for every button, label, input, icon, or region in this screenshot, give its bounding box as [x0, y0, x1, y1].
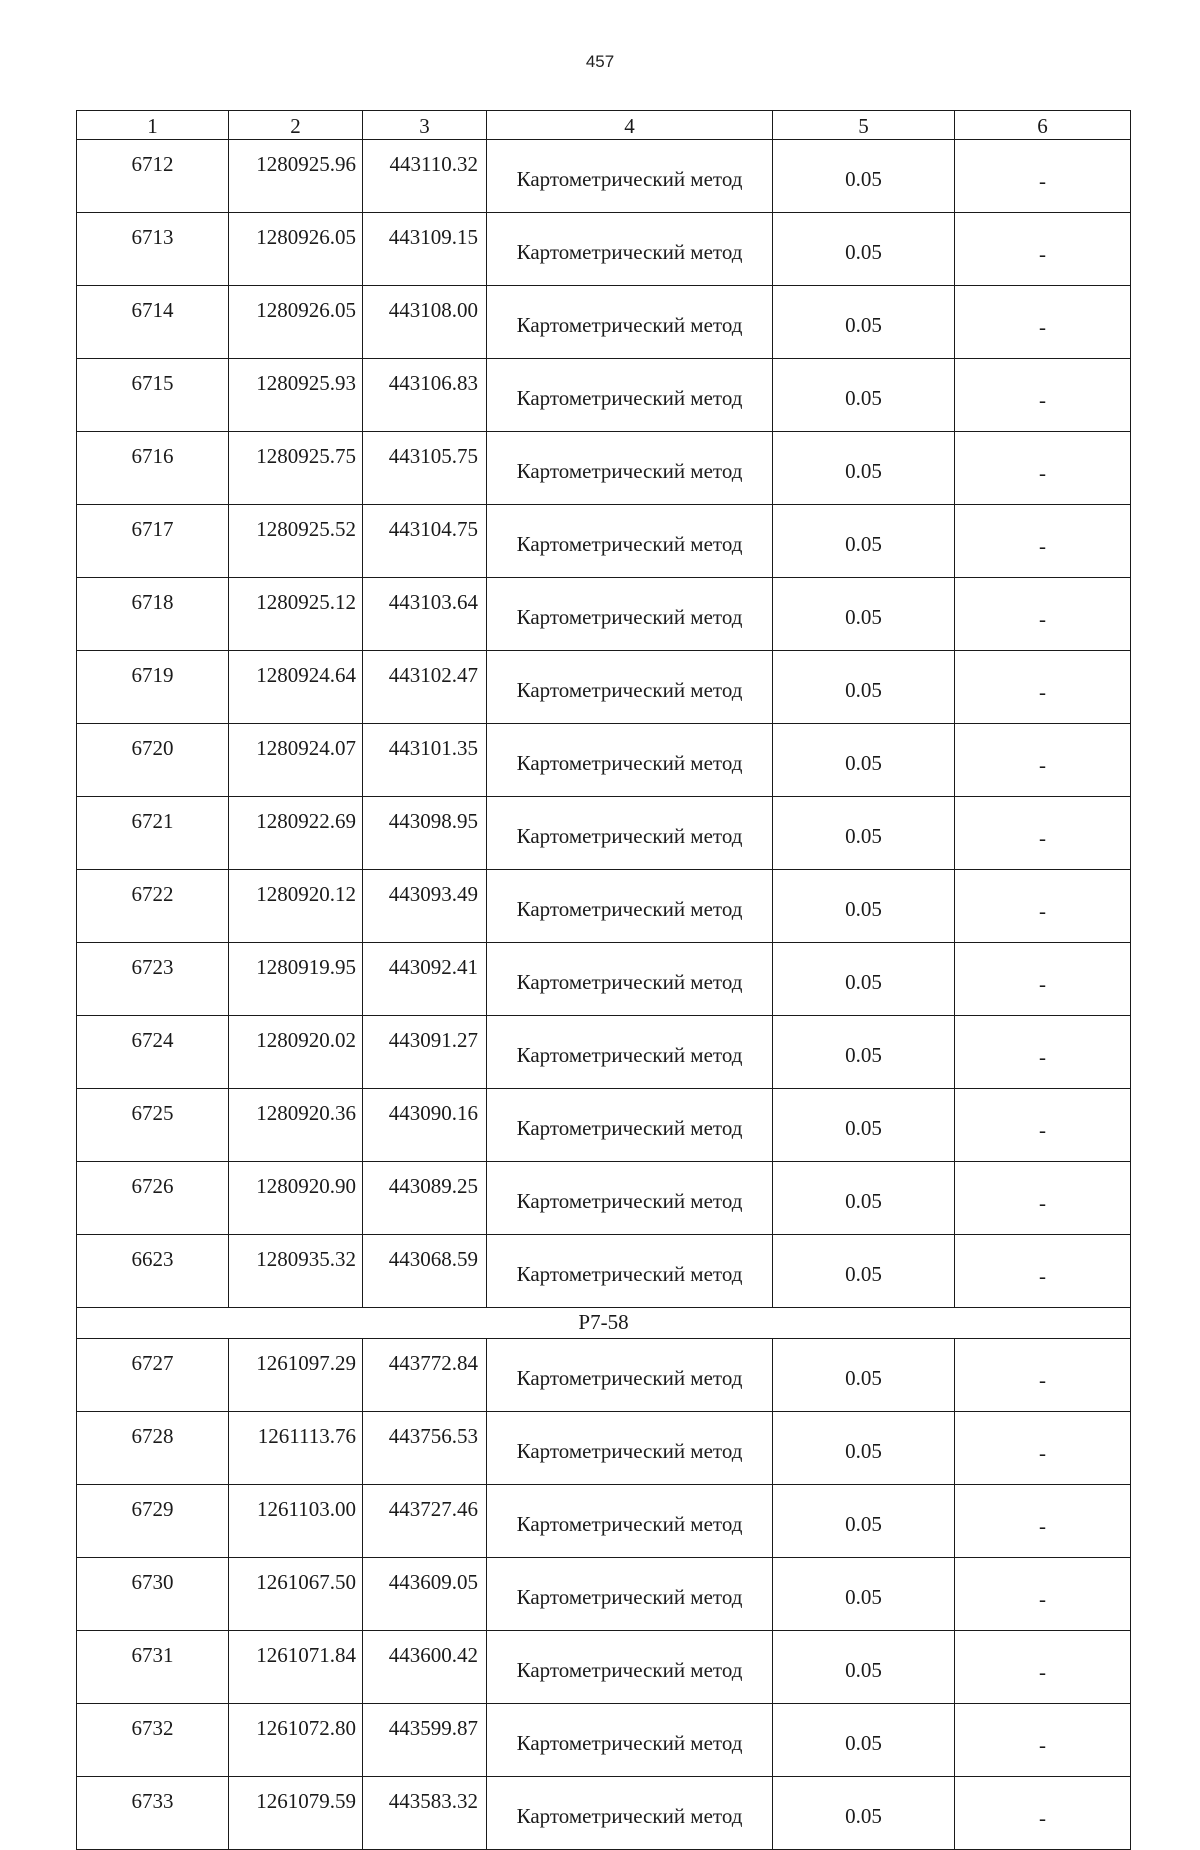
method-cell: Картометрический метод — [487, 1016, 773, 1089]
point-number-cell: 6720 — [77, 724, 229, 797]
table-row — [77, 140, 1131, 213]
point-number-cell: 6726 — [77, 1162, 229, 1235]
table-row — [77, 870, 1131, 943]
x-coordinate-cell: 1261097.29 — [229, 1339, 363, 1412]
accuracy-cell: 0.05 — [773, 578, 955, 651]
x-coordinate-cell: 1280926.05 — [229, 286, 363, 359]
x-coordinate-cell: 1261071.84 — [229, 1631, 363, 1704]
section-title: Р7-58 — [77, 1308, 1131, 1339]
column-header: 1 — [77, 111, 229, 140]
accuracy-cell: 0.05 — [773, 1777, 955, 1850]
method-cell: Картометрический метод — [487, 1235, 773, 1308]
y-coordinate-cell: 443609.05 — [363, 1558, 487, 1631]
x-coordinate-cell: 1280925.93 — [229, 359, 363, 432]
accuracy-cell: 0.05 — [773, 870, 955, 943]
method-cell: Картометрический метод — [487, 1777, 773, 1850]
method-cell: Картометрический метод — [487, 505, 773, 578]
note-cell: - — [955, 1777, 1131, 1850]
method-cell: Картометрический метод — [487, 213, 773, 286]
table-row — [77, 1777, 1131, 1850]
x-coordinate-cell: 1280926.05 — [229, 213, 363, 286]
point-number-cell: 6732 — [77, 1704, 229, 1777]
y-coordinate-cell: 443110.32 — [363, 140, 487, 213]
note-cell: - — [955, 359, 1131, 432]
column-header: 4 — [487, 111, 773, 140]
x-coordinate-cell: 1280919.95 — [229, 943, 363, 1016]
y-coordinate-cell: 443091.27 — [363, 1016, 487, 1089]
x-coordinate-cell: 1280920.90 — [229, 1162, 363, 1235]
y-coordinate-cell: 443102.47 — [363, 651, 487, 724]
table-row — [77, 943, 1131, 1016]
method-cell: Картометрический метод — [487, 432, 773, 505]
point-number-cell: 6716 — [77, 432, 229, 505]
method-cell: Картометрический метод — [487, 578, 773, 651]
x-coordinate-cell: 1261103.00 — [229, 1485, 363, 1558]
column-header: 3 — [363, 111, 487, 140]
method-cell: Картометрический метод — [487, 140, 773, 213]
table-row — [77, 578, 1131, 651]
y-coordinate-cell: 443599.87 — [363, 1704, 487, 1777]
y-coordinate-cell: 443098.95 — [363, 797, 487, 870]
y-coordinate-cell: 443104.75 — [363, 505, 487, 578]
x-coordinate-cell: 1280924.07 — [229, 724, 363, 797]
table-row — [77, 651, 1131, 724]
note-cell: - — [955, 1412, 1131, 1485]
point-number-cell: 6730 — [77, 1558, 229, 1631]
table-row — [77, 797, 1131, 870]
table-row — [77, 432, 1131, 505]
point-number-cell: 6733 — [77, 1777, 229, 1850]
point-number-cell: 6721 — [77, 797, 229, 870]
point-number-cell: 6728 — [77, 1412, 229, 1485]
column-header: 5 — [773, 111, 955, 140]
table-row — [77, 213, 1131, 286]
point-number-cell: 6731 — [77, 1631, 229, 1704]
x-coordinate-cell: 1280920.02 — [229, 1016, 363, 1089]
table-row — [77, 1162, 1131, 1235]
table-row — [77, 1704, 1131, 1777]
note-cell: - — [955, 578, 1131, 651]
x-coordinate-cell: 1280924.64 — [229, 651, 363, 724]
table-row — [77, 286, 1131, 359]
method-cell: Картометрический метод — [487, 943, 773, 1016]
note-cell: - — [955, 1339, 1131, 1412]
x-coordinate-cell: 1261113.76 — [229, 1412, 363, 1485]
x-coordinate-cell: 1280922.69 — [229, 797, 363, 870]
y-coordinate-cell: 443772.84 — [363, 1339, 487, 1412]
x-coordinate-cell: 1280925.96 — [229, 140, 363, 213]
note-cell: - — [955, 1631, 1131, 1704]
table-row — [77, 505, 1131, 578]
point-number-cell: 6718 — [77, 578, 229, 651]
page-number: 457 — [585, 52, 615, 71]
x-coordinate-cell: 1280925.12 — [229, 578, 363, 651]
note-cell: - — [955, 1089, 1131, 1162]
table-row — [77, 359, 1131, 432]
point-number-cell: 6714 — [77, 286, 229, 359]
y-coordinate-cell: 443108.00 — [363, 286, 487, 359]
y-coordinate-cell: 443106.83 — [363, 359, 487, 432]
note-cell: - — [955, 797, 1131, 870]
note-cell: - — [955, 432, 1131, 505]
table-row — [77, 1412, 1131, 1485]
point-number-cell: 6729 — [77, 1485, 229, 1558]
accuracy-cell: 0.05 — [773, 797, 955, 870]
method-cell: Картометрический метод — [487, 724, 773, 797]
table-row — [77, 1558, 1131, 1631]
method-cell: Картометрический метод — [487, 1558, 773, 1631]
point-number-cell: 6713 — [77, 213, 229, 286]
coordinates-table — [76, 110, 1131, 1850]
note-cell: - — [955, 286, 1131, 359]
note-cell: - — [955, 870, 1131, 943]
accuracy-cell: 0.05 — [773, 1704, 955, 1777]
note-cell: - — [955, 1485, 1131, 1558]
table-row — [77, 1339, 1131, 1412]
point-number-cell: 6722 — [77, 870, 229, 943]
y-coordinate-cell: 443600.42 — [363, 1631, 487, 1704]
accuracy-cell: 0.05 — [773, 724, 955, 797]
accuracy-cell: 0.05 — [773, 1016, 955, 1089]
accuracy-cell: 0.05 — [773, 1339, 955, 1412]
point-number-cell: 6724 — [77, 1016, 229, 1089]
method-cell: Картометрический метод — [487, 870, 773, 943]
accuracy-cell: 0.05 — [773, 286, 955, 359]
note-cell: - — [955, 1235, 1131, 1308]
x-coordinate-cell: 1261067.50 — [229, 1558, 363, 1631]
header-row — [77, 111, 1131, 140]
note-cell: - — [955, 140, 1131, 213]
accuracy-cell: 0.05 — [773, 432, 955, 505]
note-cell: - — [955, 1558, 1131, 1631]
note-cell: - — [955, 1162, 1131, 1235]
method-cell: Картометрический метод — [487, 1089, 773, 1162]
section-row — [77, 1308, 1131, 1339]
y-coordinate-cell: 443093.49 — [363, 870, 487, 943]
method-cell: Картометрический метод — [487, 1631, 773, 1704]
table-body — [77, 111, 1131, 1850]
table-row — [77, 1485, 1131, 1558]
note-cell: - — [955, 505, 1131, 578]
method-cell: Картометрический метод — [487, 797, 773, 870]
accuracy-cell: 0.05 — [773, 1558, 955, 1631]
y-coordinate-cell: 443092.41 — [363, 943, 487, 1016]
note-cell: - — [955, 651, 1131, 724]
x-coordinate-cell: 1280925.52 — [229, 505, 363, 578]
table-row — [77, 1089, 1131, 1162]
y-coordinate-cell: 443068.59 — [363, 1235, 487, 1308]
accuracy-cell: 0.05 — [773, 1089, 955, 1162]
y-coordinate-cell: 443583.32 — [363, 1777, 487, 1850]
x-coordinate-cell: 1261079.59 — [229, 1777, 363, 1850]
accuracy-cell: 0.05 — [773, 359, 955, 432]
point-number-cell: 6623 — [77, 1235, 229, 1308]
y-coordinate-cell: 443089.25 — [363, 1162, 487, 1235]
point-number-cell: 6725 — [77, 1089, 229, 1162]
y-coordinate-cell: 443109.15 — [363, 213, 487, 286]
accuracy-cell: 0.05 — [773, 1412, 955, 1485]
x-coordinate-cell: 1280920.12 — [229, 870, 363, 943]
column-header: 6 — [955, 111, 1131, 140]
accuracy-cell: 0.05 — [773, 505, 955, 578]
note-cell: - — [955, 1016, 1131, 1089]
method-cell: Картометрический метод — [487, 1485, 773, 1558]
note-cell: - — [955, 1704, 1131, 1777]
point-number-cell: 6717 — [77, 505, 229, 578]
table-row — [77, 1235, 1131, 1308]
method-cell: Картометрический метод — [487, 1704, 773, 1777]
accuracy-cell: 0.05 — [773, 651, 955, 724]
point-number-cell: 6712 — [77, 140, 229, 213]
accuracy-cell: 0.05 — [773, 943, 955, 1016]
y-coordinate-cell: 443756.53 — [363, 1412, 487, 1485]
method-cell: Картометрический метод — [487, 359, 773, 432]
accuracy-cell: 0.05 — [773, 1631, 955, 1704]
point-number-cell: 6727 — [77, 1339, 229, 1412]
method-cell: Картометрический метод — [487, 286, 773, 359]
note-cell: - — [955, 724, 1131, 797]
y-coordinate-cell: 443101.35 — [363, 724, 487, 797]
x-coordinate-cell: 1261072.80 — [229, 1704, 363, 1777]
method-cell: Картометрический метод — [487, 1162, 773, 1235]
column-header: 2 — [229, 111, 363, 140]
method-cell: Картометрический метод — [487, 651, 773, 724]
table-row — [77, 1631, 1131, 1704]
accuracy-cell: 0.05 — [773, 140, 955, 213]
note-cell: - — [955, 943, 1131, 1016]
y-coordinate-cell: 443103.64 — [363, 578, 487, 651]
table-row — [77, 1016, 1131, 1089]
accuracy-cell: 0.05 — [773, 213, 955, 286]
point-number-cell: 6719 — [77, 651, 229, 724]
point-number-cell: 6715 — [77, 359, 229, 432]
x-coordinate-cell: 1280935.32 — [229, 1235, 363, 1308]
y-coordinate-cell: 443090.16 — [363, 1089, 487, 1162]
point-number-cell: 6723 — [77, 943, 229, 1016]
y-coordinate-cell: 443105.75 — [363, 432, 487, 505]
x-coordinate-cell: 1280925.75 — [229, 432, 363, 505]
accuracy-cell: 0.05 — [773, 1235, 955, 1308]
x-coordinate-cell: 1280920.36 — [229, 1089, 363, 1162]
accuracy-cell: 0.05 — [773, 1162, 955, 1235]
method-cell: Картометрический метод — [487, 1339, 773, 1412]
y-coordinate-cell: 443727.46 — [363, 1485, 487, 1558]
method-cell: Картометрический метод — [487, 1412, 773, 1485]
table-row — [77, 724, 1131, 797]
accuracy-cell: 0.05 — [773, 1485, 955, 1558]
note-cell: - — [955, 213, 1131, 286]
